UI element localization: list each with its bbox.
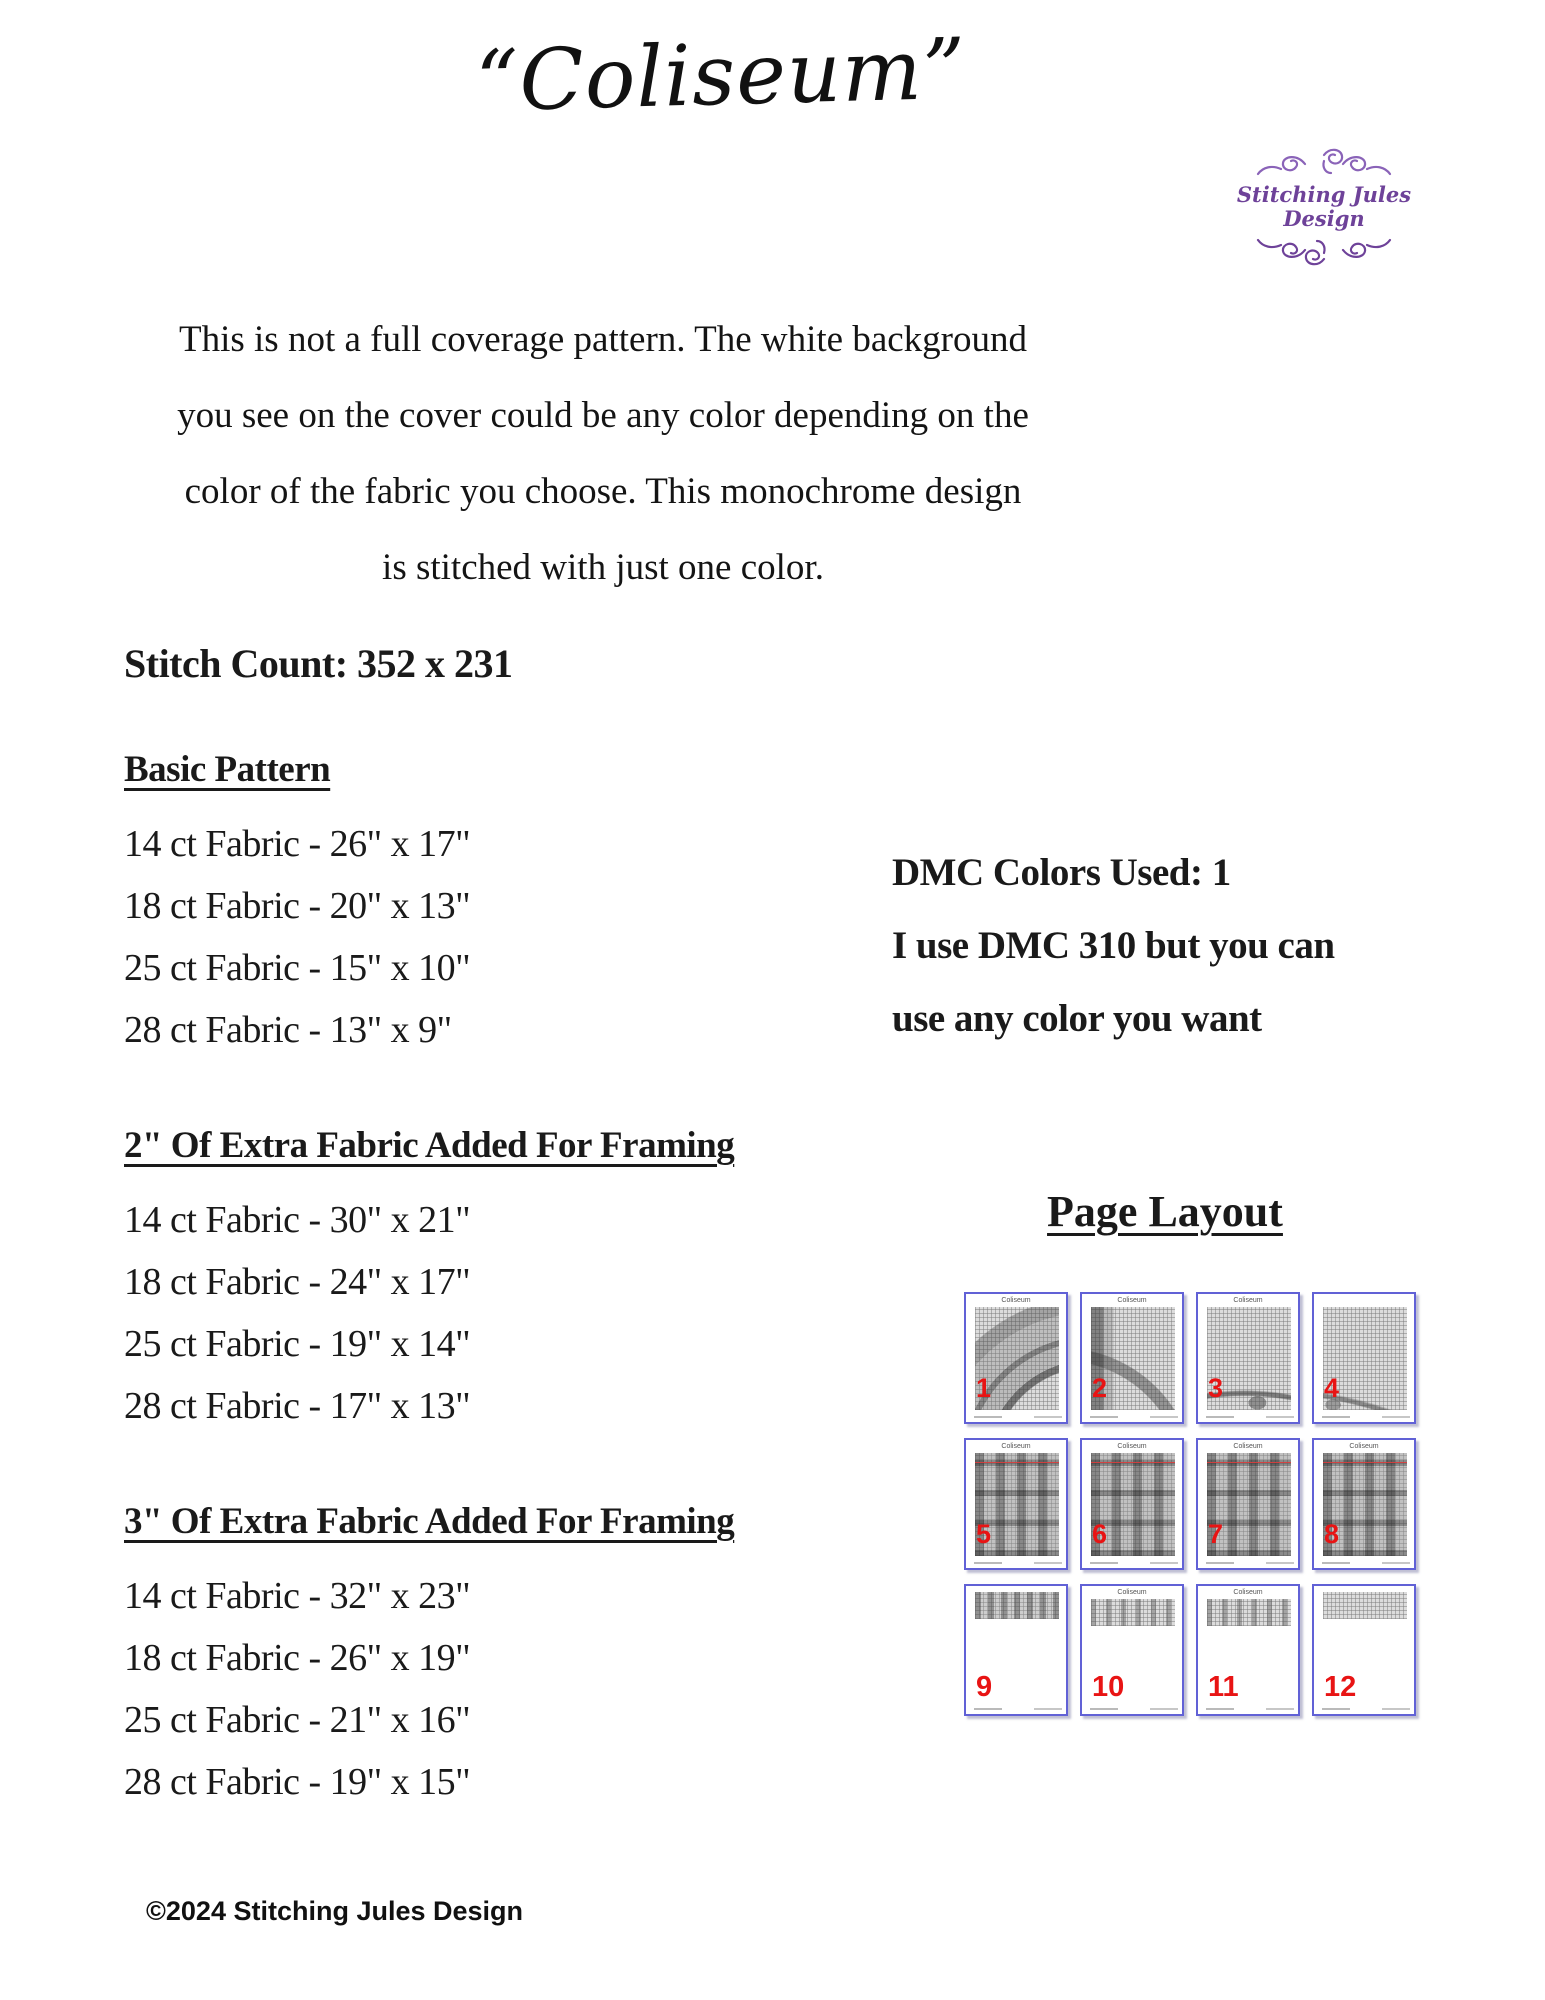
fabric-size-item: 28 ct Fabric - 13" x 9" (124, 1009, 452, 1051)
thumbnail-label: Coliseum (1117, 1589, 1147, 1596)
fabric-size-item: 28 ct Fabric - 19" x 15" (124, 1761, 471, 1803)
page-number: 2 (1092, 1373, 1108, 1403)
page-number: 9 (976, 1671, 993, 1703)
fabric-size-item: 25 ct Fabric - 21" x 16" (124, 1699, 471, 1741)
dmc-colors-note (892, 836, 1335, 1055)
page-number: 10 (1092, 1671, 1125, 1703)
intro-line: This is not a full coverage pattern. The white background (178, 319, 1027, 360)
fabric-size-item: 14 ct Fabric - 30" x 21" (124, 1199, 471, 1241)
layout-page-thumbnail (964, 1438, 1068, 1570)
page-number: 1 (976, 1373, 992, 1403)
logo-flourish-bottom-icon (1239, 232, 1409, 268)
thumbnail-label: Coliseum (1117, 1443, 1147, 1450)
page-layout-grid (964, 1292, 1416, 1716)
brand-logo (1196, 146, 1452, 268)
basic-pattern-section (124, 748, 470, 1061)
dmc-line: use any color you want (892, 997, 1262, 1040)
fabric-size-item: 18 ct Fabric - 26" x 19" (124, 1637, 471, 1679)
layout-page-thumbnail (1080, 1438, 1184, 1570)
fabric-size-item: 18 ct Fabric - 20" x 13" (124, 885, 471, 927)
thumbnail-label: Coliseum (1233, 1589, 1263, 1596)
logo-flourish-top-icon (1239, 146, 1409, 182)
layout-page-thumbnail (1312, 1438, 1416, 1570)
page-number: 12 (1324, 1671, 1357, 1703)
page-number: 3 (1208, 1373, 1224, 1403)
thumbnail-label: Coliseum (1349, 1443, 1379, 1450)
thumbnail-label: Coliseum (1233, 1443, 1263, 1450)
fabric-size-item: 14 ct Fabric - 32" x 23" (124, 1575, 471, 1617)
pattern-grid-preview (1207, 1599, 1291, 1626)
layout-page-thumbnail (1196, 1292, 1300, 1424)
layout-page-thumbnail (964, 1292, 1068, 1424)
intro-line: is stitched with just one color. (382, 547, 824, 588)
brand-name: Stitching Jules Design (1236, 182, 1412, 231)
page-number: 8 (1324, 1519, 1340, 1549)
page-number: 4 (1324, 1373, 1340, 1403)
dmc-line: DMC Colors Used: 1 (892, 851, 1231, 894)
intro-line: color of the fabric you choose. This monochrome design (184, 471, 1022, 512)
basic-pattern-heading: Basic Pattern (124, 749, 331, 790)
thumbnail-label: Coliseum (1233, 1297, 1263, 1304)
layout-page-thumbnail (964, 1584, 1068, 1716)
page-number: 5 (976, 1519, 992, 1549)
pattern-grid-preview (1091, 1599, 1175, 1626)
layout-page-thumbnail (1196, 1438, 1300, 1570)
fabric-size-item: 14 ct Fabric - 26" x 17" (124, 823, 471, 865)
pattern-grid-preview (1323, 1592, 1407, 1619)
framing-2in-section (124, 1124, 734, 1437)
page-title: “Coliseum” (474, 19, 968, 131)
copyright-notice: ©2024 Stitching Jules Design (146, 1896, 524, 1926)
page-number: 6 (1092, 1519, 1108, 1549)
layout-page-thumbnail (1196, 1584, 1300, 1716)
page-layout-heading: Page Layout (1047, 1187, 1283, 1236)
intro-line: you see on the cover could be any color depending on the (177, 395, 1029, 436)
stitch-count-heading: Stitch Count: 352 x 231 (124, 641, 513, 686)
layout-page-thumbnail (1312, 1584, 1416, 1716)
fabric-size-item: 28 ct Fabric - 17" x 13" (124, 1385, 471, 1427)
intro-paragraph (0, 302, 1206, 606)
framing-3in-heading: 3" Of Extra Fabric Added For Framing (124, 1501, 735, 1542)
layout-page-thumbnail (1080, 1292, 1184, 1424)
thumbnail-label: Coliseum (1001, 1443, 1031, 1450)
dmc-line: I use DMC 310 but you can (892, 924, 1335, 967)
thumbnail-label: Coliseum (1117, 1297, 1147, 1304)
framing-3in-section (124, 1500, 734, 1813)
page-number: 7 (1208, 1519, 1224, 1549)
framing-2in-heading: 2" Of Extra Fabric Added For Framing (124, 1125, 735, 1166)
pattern-grid-preview (975, 1592, 1059, 1619)
fabric-size-item: 25 ct Fabric - 15" x 10" (124, 947, 471, 989)
fabric-size-item: 18 ct Fabric - 24" x 17" (124, 1261, 471, 1303)
layout-page-thumbnail (1080, 1584, 1184, 1716)
thumbnail-label: Coliseum (1001, 1297, 1031, 1304)
fabric-size-item: 25 ct Fabric - 19" x 14" (124, 1323, 471, 1365)
page-number: 11 (1208, 1671, 1239, 1703)
layout-page-thumbnail (1312, 1292, 1416, 1424)
